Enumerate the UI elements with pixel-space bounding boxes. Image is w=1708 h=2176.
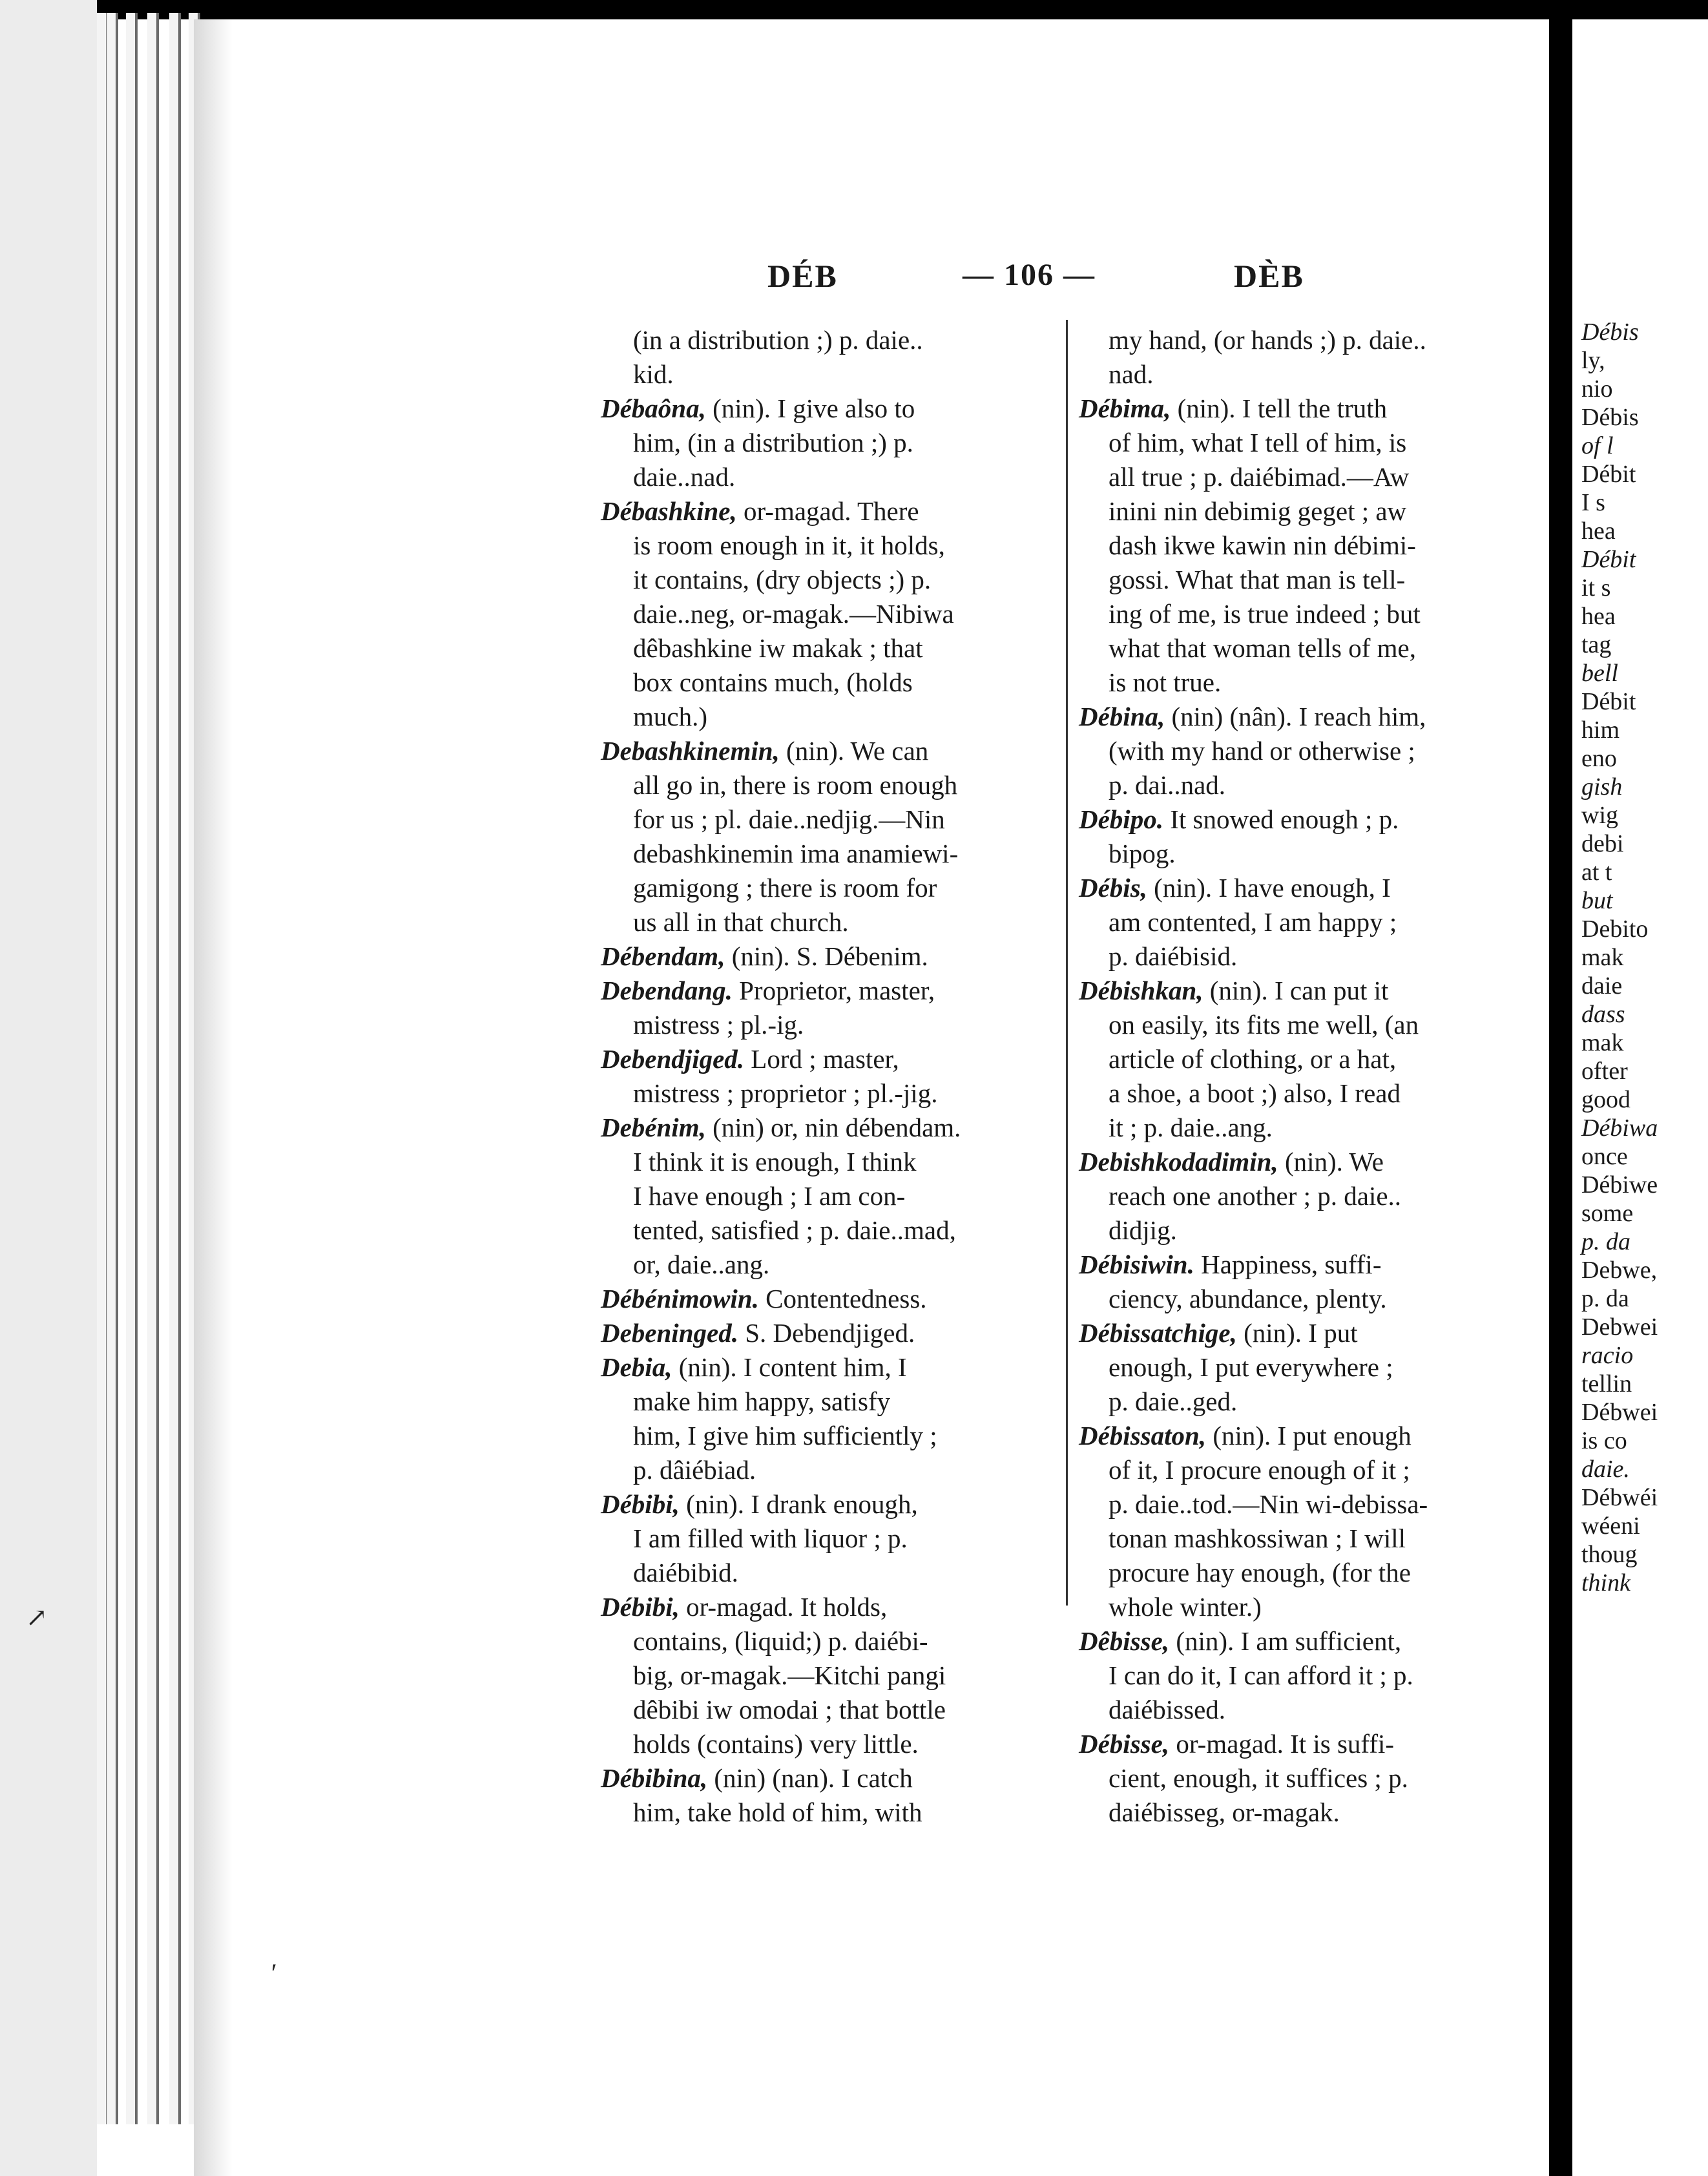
headword: Débisse,: [1079, 1729, 1170, 1759]
entry-text: (nin). S. Débenim.: [725, 941, 928, 971]
headword: Débénimowin.: [601, 1284, 759, 1313]
entry-text: p. daiébisid.: [1109, 941, 1238, 971]
next-page-text: I s: [1581, 489, 1605, 516]
entry-text: (in a distribution ;) p. daie..: [633, 325, 923, 355]
entry-text: whole winter.): [1109, 1592, 1262, 1622]
dictionary-continuation-line: [601, 1213, 1066, 1248]
dictionary-continuation-line: [1059, 665, 1508, 700]
dictionary-continuation-line: [1059, 528, 1508, 563]
dictionary-continuation-line: [601, 1385, 1066, 1419]
entry-text: daie..nad.: [633, 462, 736, 492]
entry-text: or-magad. It is suffi-: [1169, 1729, 1395, 1759]
dictionary-continuation-line: [601, 631, 1066, 665]
headword: Débaôna,: [601, 393, 706, 423]
next-page-text: hea: [1581, 603, 1616, 630]
headword: Débis,: [1079, 873, 1147, 903]
entry-text: gossi. What that man is tell-: [1109, 565, 1406, 594]
entry-text: dash ikwe kawin nin débimi-: [1109, 530, 1416, 560]
dictionary-entry-line: [1059, 1248, 1508, 1282]
entry-text: kid.: [633, 359, 674, 389]
entry-text: daiébisseg, or-magak.: [1109, 1797, 1340, 1827]
dictionary-continuation-line: [1059, 1693, 1508, 1727]
page-edge-line: [126, 13, 138, 2124]
headword: Débibi,: [601, 1489, 680, 1519]
dictionary-entry-line: [601, 1042, 1066, 1076]
entry-text: us all in that church.: [633, 907, 849, 937]
next-page-text: ly,: [1581, 347, 1605, 374]
running-head-right: DÈB: [1234, 258, 1304, 294]
entry-text: is not true.: [1109, 667, 1222, 697]
next-page-text: Débit: [1581, 546, 1636, 573]
headword: Débisiwin.: [1079, 1250, 1194, 1279]
next-page-text: hea: [1581, 518, 1616, 545]
headword: Debashkinemin,: [601, 736, 780, 766]
entry-text: (nin). I am sufficient,: [1169, 1626, 1402, 1656]
entry-text: daiébibid.: [633, 1558, 738, 1587]
next-page-text: Débwéi: [1581, 1484, 1658, 1511]
dictionary-entry-line: [1059, 1624, 1508, 1658]
dictionary-continuation-line: [601, 665, 1066, 700]
entry-text: ciency, abundance, plenty.: [1109, 1284, 1387, 1313]
entry-text: Lord ; master,: [744, 1044, 899, 1074]
entry-text: of him, what I tell of him, is: [1109, 428, 1407, 457]
dictionary-continuation-line: [1059, 563, 1508, 597]
next-page-text: dass: [1581, 1001, 1625, 1028]
dictionary-continuation-line: [601, 1145, 1066, 1179]
dictionary-entry-line: [1059, 1316, 1508, 1350]
entry-text: am contented, I am happy ;: [1109, 907, 1397, 937]
next-page-text: Debito: [1581, 915, 1649, 943]
next-page-text: is co: [1581, 1427, 1627, 1454]
running-head-left: DÉB: [767, 258, 838, 294]
dictionary-continuation-line: [601, 528, 1066, 563]
dictionary-continuation-line: [1059, 1008, 1508, 1042]
dictionary-continuation-line: [601, 1076, 1066, 1111]
next-page-text: bell: [1581, 660, 1618, 687]
dictionary-entry-line: [601, 1761, 1066, 1795]
dictionary-continuation-line: [1059, 494, 1508, 528]
scan-top-border: [0, 0, 1708, 19]
dictionary-entry-line: [1059, 700, 1508, 734]
entry-text: (nin). I drank enough,: [679, 1489, 918, 1519]
scan-mark: ′: [271, 1958, 277, 1987]
dictionary-entry-line: [601, 1590, 1066, 1624]
dictionary-continuation-line: [601, 871, 1066, 905]
dictionary-continuation-line: [601, 837, 1066, 871]
next-page-text: nio: [1581, 375, 1613, 403]
dictionary-column-right: [1059, 323, 1508, 1830]
entry-text: big, or-magak.—Kitchi pangi: [633, 1660, 946, 1690]
entry-text: reach one another ; p. daie..: [1109, 1181, 1402, 1211]
headword: Debendang.: [601, 976, 733, 1005]
next-page-fragment: [1572, 19, 1708, 2176]
headword: Debénim,: [601, 1113, 706, 1142]
page-number: — 106 —: [963, 258, 1096, 292]
dictionary-continuation-line: [1059, 460, 1508, 494]
next-page-text: Debwei: [1581, 1313, 1658, 1341]
page-edge-line: [169, 13, 181, 2124]
next-page-text: Débit: [1581, 688, 1636, 715]
entry-text: (nin) or, nin débendam.: [705, 1113, 961, 1142]
entry-text: box contains much, (holds: [633, 667, 913, 697]
next-page-text: think: [1581, 1569, 1630, 1596]
entry-text: or-magad. It holds,: [679, 1592, 888, 1622]
entry-text: mistress ; pl.-ig.: [633, 1010, 804, 1040]
next-page-text: but: [1581, 887, 1613, 914]
next-page-text: mak: [1581, 1029, 1624, 1056]
entry-text: ing of me, is true indeed ; but: [1109, 599, 1421, 629]
dictionary-continuation-line: [1059, 1761, 1508, 1795]
dictionary-continuation-line: [601, 597, 1066, 631]
headword: Debia,: [601, 1352, 672, 1382]
entry-text: daie..neg, or-magak.—Nibiwa: [633, 599, 954, 629]
dictionary-entry-line: [601, 939, 1066, 974]
dictionary-continuation-line: [601, 802, 1066, 837]
entry-text: I am filled with liquor ; p.: [633, 1523, 908, 1553]
headword: Debishkodadimin,: [1079, 1147, 1278, 1177]
dictionary-entry-line: [601, 1350, 1066, 1385]
entry-text: or, daie..ang.: [633, 1250, 770, 1279]
entry-text: him, I give him sufficiently ;: [633, 1421, 937, 1450]
next-page-text: gish: [1581, 773, 1623, 800]
next-page-text: tellin: [1581, 1370, 1632, 1397]
headword: Débendam,: [601, 941, 725, 971]
entry-text: a shoe, a boot ;) also, I read: [1109, 1078, 1401, 1108]
next-page-text: p. da: [1581, 1228, 1630, 1255]
dictionary-continuation-line: [601, 1522, 1066, 1556]
dictionary-entry-line: [601, 1282, 1066, 1316]
dictionary-entry-line: [1059, 1145, 1508, 1179]
dictionary-continuation-line: [601, 1658, 1066, 1693]
dictionary-continuation-line: [1059, 357, 1508, 392]
entry-text: debashkinemin ima anamiewi-: [633, 839, 959, 868]
dictionary-entry-line: [1059, 392, 1508, 426]
next-page-text: Débwei: [1581, 1399, 1658, 1426]
entry-text: I can do it, I can afford it ; p.: [1109, 1660, 1413, 1690]
dictionary-continuation-line: [601, 768, 1066, 802]
next-page-text: Débit: [1581, 461, 1636, 488]
dictionary-column-left: [601, 323, 1066, 1830]
entry-text: it ; p. daie..ang.: [1109, 1113, 1273, 1142]
entry-text: (nin). I can put it: [1203, 976, 1389, 1005]
dictionary-continuation-line: [1059, 939, 1508, 974]
dictionary-entry-line: [1059, 871, 1508, 905]
entry-text: dêbashkine iw makak ; that: [633, 633, 923, 663]
dictionary-continuation-line: [1059, 905, 1508, 939]
dictionary-continuation-line: [1059, 323, 1508, 357]
dictionary-entry-line: [601, 392, 1066, 426]
entry-text: (nin). I put enough: [1206, 1421, 1411, 1450]
dictionary-continuation-line: [601, 1693, 1066, 1727]
next-page-text: thoug: [1581, 1541, 1638, 1568]
dictionary-continuation-line: [1059, 1213, 1508, 1248]
entry-text: (nin). I give also to: [705, 393, 915, 423]
next-page-text: Débiwa: [1581, 1114, 1658, 1142]
entry-text: contains, (liquid;) p. daiébi-: [633, 1626, 928, 1656]
dictionary-continuation-line: [601, 323, 1066, 357]
dictionary-continuation-line: [1059, 1042, 1508, 1076]
dictionary-continuation-line: [601, 1248, 1066, 1282]
headword: Débibi,: [601, 1592, 680, 1622]
entry-text: of it, I procure enough of it ;: [1109, 1455, 1410, 1485]
entry-text: (nin). We: [1278, 1147, 1384, 1177]
entry-text: tented, satisfied ; p. daie..mad,: [633, 1215, 956, 1245]
dictionary-continuation-line: [601, 1453, 1066, 1487]
entry-text: on easily, its fits me well, (an: [1109, 1010, 1419, 1040]
entry-text: article of clothing, or a hat,: [1109, 1044, 1397, 1074]
entry-text: Contentedness.: [758, 1284, 927, 1313]
headword: Débima,: [1079, 393, 1171, 423]
dictionary-continuation-line: [601, 1419, 1066, 1453]
next-page-text: once: [1581, 1143, 1628, 1170]
entry-text: for us ; pl. daie..nedjig.—Nin: [633, 804, 945, 834]
entry-text: p. daie..tod.—Nin wi-debissa-: [1109, 1489, 1428, 1519]
entry-text: my hand, (or hands ;) p. daie..: [1109, 325, 1426, 355]
dictionary-entry-line: [1059, 974, 1508, 1008]
headword: Debendjiged.: [601, 1044, 745, 1074]
entry-text: procure hay enough, (for the: [1109, 1558, 1411, 1587]
next-page-text: good: [1581, 1086, 1630, 1113]
dictionary-continuation-line: [601, 1008, 1066, 1042]
dictionary-continuation-line: [601, 1624, 1066, 1658]
headword: Débipo.: [1079, 804, 1163, 834]
entry-text: inini nin debimig geget ; aw: [1109, 496, 1407, 526]
entry-text: him, (in a distribution ;) p.: [633, 428, 913, 457]
entry-text: him, take hold of him, with: [633, 1797, 922, 1827]
dictionary-continuation-line: [601, 700, 1066, 734]
dictionary-continuation-line: [1059, 1076, 1508, 1111]
scan-mark: ↗: [26, 1603, 48, 1632]
entry-text: make him happy, satisfy: [633, 1386, 891, 1416]
entry-text: much.): [633, 702, 707, 731]
dictionary-continuation-line: [601, 1795, 1066, 1830]
entry-text: (with my hand or otherwise ;: [1109, 736, 1415, 766]
headword: Débashkine,: [601, 496, 737, 526]
entry-text: (nin). I put: [1236, 1318, 1358, 1348]
next-page-text: wig: [1581, 802, 1618, 829]
dictionary-continuation-line: [601, 1556, 1066, 1590]
entry-text: tonan mashkossiwan ; I will: [1109, 1523, 1406, 1553]
next-page-text: Débis: [1581, 319, 1639, 346]
entry-text: (nin). I content him, I: [672, 1352, 907, 1382]
dictionary-continuation-line: [601, 905, 1066, 939]
entry-text: what that woman tells of me,: [1109, 633, 1416, 663]
page-stack-edge: [0, 0, 97, 2176]
entry-text: (nin). I tell the truth: [1171, 393, 1388, 423]
next-page-text: Débiwe: [1581, 1171, 1658, 1198]
entry-text: cient, enough, it suffices ; p.: [1109, 1763, 1408, 1793]
dictionary-continuation-line: [1059, 1795, 1508, 1830]
entry-text: or-magad. There: [736, 496, 919, 526]
dictionary-entry-line: [601, 974, 1066, 1008]
headword: Débissatchige,: [1079, 1318, 1237, 1348]
headword: Dêbisse,: [1079, 1626, 1170, 1656]
dictionary-continuation-line: [1059, 1282, 1508, 1316]
dictionary-continuation-line: [1059, 1350, 1508, 1385]
dictionary-continuation-line: [1059, 1487, 1508, 1522]
entry-text: mistress ; proprietor ; pl.-jig.: [633, 1078, 938, 1108]
dictionary-continuation-line: [1059, 631, 1508, 665]
entry-text: Proprietor, master,: [732, 976, 935, 1005]
dictionary-entry-line: [601, 1111, 1066, 1145]
headword: Debeninged.: [601, 1318, 738, 1348]
entry-text: enough, I put everywhere ;: [1109, 1352, 1393, 1382]
headword: Débina,: [1079, 702, 1165, 731]
dictionary-continuation-line: [1059, 837, 1508, 871]
entry-text: didjig.: [1109, 1215, 1177, 1245]
next-page-text: daie: [1581, 972, 1623, 999]
dictionary-continuation-line: [601, 426, 1066, 460]
entry-text: (nin). We can: [779, 736, 929, 766]
next-page-text: some: [1581, 1200, 1634, 1227]
dictionary-continuation-line: [601, 563, 1066, 597]
dictionary-continuation-line: [1059, 426, 1508, 460]
next-page-text: Debwe,: [1581, 1257, 1658, 1284]
entry-text: is room enough in it, it holds,: [633, 530, 945, 560]
entry-text: gamigong ; there is room for: [633, 873, 937, 903]
entry-text: I think it is enough, I think: [633, 1147, 917, 1177]
dictionary-continuation-line: [601, 1179, 1066, 1213]
entry-text: I have enough ; I am con-: [633, 1181, 906, 1211]
dictionary-entry-line: [601, 1487, 1066, 1522]
entry-text: Happiness, suffi-: [1194, 1250, 1382, 1279]
entry-text: p. dâiébiad.: [633, 1455, 756, 1485]
gutter-shadow: [194, 19, 233, 2176]
headword: Débissaton,: [1079, 1421, 1207, 1450]
entry-text: It snowed enough ; p.: [1163, 804, 1399, 834]
dictionary-continuation-line: [1059, 1522, 1508, 1556]
entry-text: p. dai..nad.: [1109, 770, 1226, 800]
headword: Débishkan,: [1079, 976, 1203, 1005]
dictionary-continuation-line: [601, 357, 1066, 392]
dictionary-continuation-line: [601, 460, 1066, 494]
dictionary-continuation-line: [1059, 1179, 1508, 1213]
next-page-text: p. da: [1581, 1285, 1629, 1312]
dictionary-entry-line: [601, 734, 1066, 768]
next-page-text: of l: [1581, 432, 1614, 459]
dictionary-continuation-line: [1059, 1556, 1508, 1590]
dictionary-entry-line: [1059, 1419, 1508, 1453]
dictionary-entry-line: [601, 494, 1066, 528]
entry-text: dêbibi iw omodai ; that bottle: [633, 1695, 946, 1724]
dictionary-continuation-line: [1059, 1590, 1508, 1624]
next-page-text: mak: [1581, 944, 1624, 971]
entry-text: p. daie..ged.: [1109, 1386, 1238, 1416]
dictionary-continuation-line: [1059, 1658, 1508, 1693]
entry-text: all true ; p. daiébimad.—Aw: [1109, 462, 1410, 492]
dictionary-entry-line: [1059, 1727, 1508, 1761]
entry-text: bipog.: [1109, 839, 1176, 868]
next-page-text: wéeni: [1581, 1512, 1640, 1540]
next-page-text: Débis: [1581, 404, 1639, 431]
page-edge-line: [147, 13, 159, 2124]
dictionary-continuation-line: [1059, 734, 1508, 768]
next-page-text: him: [1581, 717, 1620, 744]
next-page-text: it s: [1581, 574, 1611, 602]
entry-text: daiébissed.: [1109, 1695, 1226, 1724]
next-page-text: daie.: [1581, 1456, 1630, 1483]
entry-text: all go in, there is room enough: [633, 770, 958, 800]
entry-text: (nin) (nan). I catch: [707, 1763, 913, 1793]
dictionary-entry-line: [601, 1316, 1066, 1350]
dictionary-continuation-line: [1059, 1385, 1508, 1419]
next-page-text: tag: [1581, 631, 1612, 658]
next-page-text: debi: [1581, 830, 1624, 857]
entry-text: (nin) (nân). I reach him,: [1165, 702, 1426, 731]
entry-text: holds (contains) very little.: [633, 1729, 919, 1759]
next-page-text: eno: [1581, 745, 1617, 772]
entry-text: nad.: [1109, 359, 1154, 389]
dictionary-continuation-line: [1059, 1111, 1508, 1145]
entry-text: it contains, (dry objects ;) p.: [633, 565, 932, 594]
entry-text: S. Debendjiged.: [738, 1318, 915, 1348]
page-edge-line: [107, 13, 118, 2124]
page-gutter-edge: [1549, 19, 1572, 2176]
next-page-text: ofter: [1581, 1058, 1628, 1085]
entry-text: (nin). I have enough, I: [1147, 873, 1391, 903]
dictionary-continuation-line: [601, 1727, 1066, 1761]
dictionary-continuation-line: [1059, 597, 1508, 631]
dictionary-continuation-line: [1059, 1453, 1508, 1487]
dictionary-continuation-line: [1059, 768, 1508, 802]
next-page-text: racio: [1581, 1342, 1634, 1369]
next-page-text: at t: [1581, 859, 1612, 886]
dictionary-entry-line: [1059, 802, 1508, 837]
headword: Débibina,: [601, 1763, 708, 1793]
